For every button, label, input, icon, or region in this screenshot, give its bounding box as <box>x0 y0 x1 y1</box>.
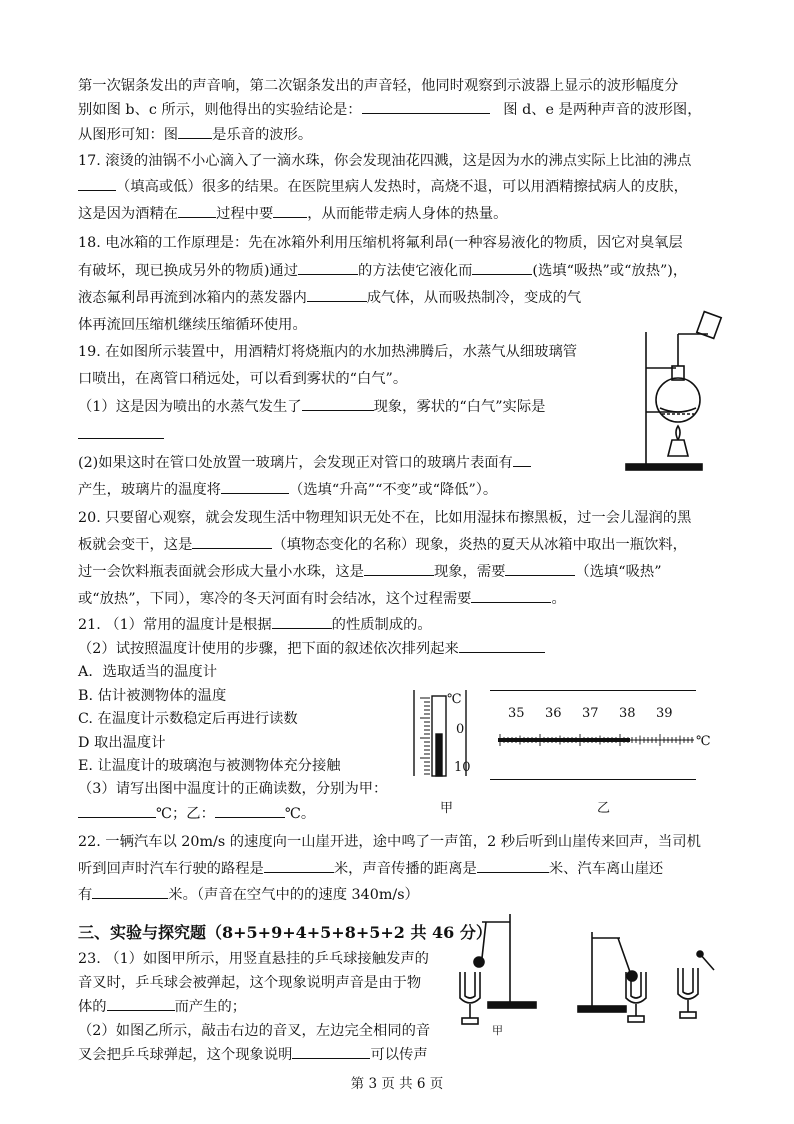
answer-blank[interactable] <box>221 479 289 494</box>
text-line: 从图形可知：图 是乐音的波形。 <box>78 124 312 146</box>
text-line: 第一次锯条发出的声音响，第二次锯条发出的声音轻，他同时观察到示波器上显示的波形幅度分 <box>78 78 679 94</box>
thermo-yi-tick-labels <box>500 706 690 724</box>
question-23: 23. （1）如图甲所示，用竖直悬挂的乒乓球接触发声的 <box>78 951 429 967</box>
text-line: 这是因为酒精在 过程中要 ，从而能带走病人身体的热量。 <box>78 203 507 225</box>
thermo-yi-tick-label: 36 <box>545 706 562 721</box>
option-b: B. 估计被测物体的温度 <box>78 688 227 704</box>
thermo-jia-tick-0: 0 <box>456 722 465 737</box>
answer-blank[interactable] <box>92 884 168 899</box>
thermo-yi-tick-label: 39 <box>656 706 673 721</box>
answer-blank[interactable] <box>302 396 374 411</box>
question-18: 18. 电冰箱的工作原理是：先在冰箱外利用压缩机将氟利昂(一种容易液化的物质，因它对臭氧层 <box>78 235 683 251</box>
answer-blank[interactable] <box>505 561 575 576</box>
text-line: ℃；乙： ℃。 <box>78 803 315 825</box>
text-line: （3）请写出图中温度计的正确读数，分别为甲： <box>78 781 388 797</box>
question-21: 21. （1）常用的温度计是根据 的性质制成的。 <box>78 614 432 636</box>
thermo-jia-label: 甲 <box>440 801 454 816</box>
thermo-yi-tick-label: 35 <box>508 706 525 721</box>
answer-blank[interactable] <box>178 124 212 139</box>
answer-blank[interactable] <box>477 858 549 873</box>
option-d: D 取出温度计 <box>78 735 166 751</box>
text-line: （2）试按照温度计使用的步骤，把下面的叙述依次排列起来 <box>78 638 545 660</box>
text-line: 有破坏，现已换成另外的物质)通过 的方法使它液化而 (选填“吸热”或“放热”)， <box>78 260 687 282</box>
answer-blank[interactable] <box>272 614 332 629</box>
option-c: C. 在温度计示数稳定后再进行读数 <box>78 711 298 727</box>
page-footer: 第 3 页 共 6 页 <box>350 1076 444 1092</box>
answer-blank[interactable] <box>292 1044 370 1059</box>
text-line: （1）这是因为喷出的水蒸气发生了 现象，雾状的“白气”实际是 <box>78 396 545 418</box>
text-line: 板就会变干，这是 （填物态变化的名称）现象，炎热的夏天从冰箱中取出一瓶饮料， <box>78 534 687 556</box>
text-line: 听到回声时汽车行驶的路程是 米，声音传播的距离是 米、汽车离山崖还 <box>78 858 663 880</box>
answer-blank[interactable] <box>273 203 307 218</box>
text-line: 有 米。（声音在空气中的的速度 340m/s） <box>78 884 419 906</box>
tuning-fork-figure-jia <box>452 908 552 1034</box>
answer-blank[interactable] <box>215 803 285 818</box>
answer-blank[interactable] <box>178 203 216 218</box>
thermo-jia-tick-10: 10 <box>454 760 471 775</box>
answer-blank[interactable] <box>513 452 531 467</box>
option-a: A．选取适当的温度计 <box>78 664 217 680</box>
thermo-jia-unit: ℃ <box>447 692 462 707</box>
question-17: 17. 滚烫的油锅不小心滴入了一滴水珠，你会发现油花四溅，这是因为水的沸点实际上比油的沸点 <box>78 153 692 169</box>
text-line: （填高或低）很多的结果。在医院里病人发热时，高烧不退，可以用酒精擦拭病人的皮肤， <box>78 176 688 198</box>
answer-blank[interactable] <box>362 99 490 114</box>
answer-blank[interactable] <box>471 588 551 603</box>
text-line: 过一会饮料瓶表面就会形成大量小水珠，这是 现象，需要 （选填“吸热” <box>78 561 662 583</box>
text-line: 体再流回压缩机继续压缩循环使用。 <box>78 317 307 333</box>
text-line: 口喷出，在离管口稍远处，可以看到雾状的“白气”。 <box>78 371 408 387</box>
question-22: 22. 一辆汽车以 20m/s 的速度向一山崖开进，途中鸣了一声笛，2 秒后听到山崖传来回声，当司机 <box>78 834 701 850</box>
text-line: 音叉时，乒乓球会被弹起，这个现象说明声音是由于物 <box>78 975 422 991</box>
thermo-yi-tick-label: 37 <box>582 706 599 721</box>
answer-blank[interactable] <box>78 424 164 439</box>
text-line <box>78 424 164 446</box>
thermo-yi-tick-label: 38 <box>619 706 636 721</box>
answer-blank[interactable] <box>192 534 272 549</box>
text-line: 或“放热”，下同），寒冷的冬天河面有时会结冰，这个过程需要 。 <box>78 588 566 610</box>
answer-blank[interactable] <box>78 803 156 818</box>
answer-blank[interactable] <box>459 638 545 653</box>
answer-blank[interactable] <box>78 176 116 191</box>
option-e: E. 让温度计的玻璃泡与被测物体充分接触 <box>78 758 341 774</box>
question-19: 19. 在如图所示装置中，用酒精灯将烧瓶内的水加热沸腾后，水蒸气从细玻璃管 <box>78 344 578 360</box>
text-line: 产生，玻璃片的温度将 （选填“升高”“不变”或“降低”）。 <box>78 479 497 501</box>
text-line: 叉会把乒乓球弹起，这个现象说明 可以传声 <box>78 1044 428 1066</box>
boiling-flask-figure <box>612 308 724 474</box>
text-line: 别如图 b、c 所示，则他得出的实验结论是： 图 d、e 是两种声音的波形图， <box>78 99 702 121</box>
section-heading: 三、实验与探究题（8+5+9+4+5+8+5+2 共 46 分） <box>78 923 492 942</box>
thermo-yi-scale <box>498 728 694 752</box>
fork-jia-label: 甲 <box>492 1024 503 1037</box>
thermo-yi-unit: ℃ <box>696 734 711 749</box>
answer-blank[interactable] <box>472 260 532 275</box>
answer-blank[interactable] <box>264 858 334 873</box>
text-line: 体的 而产生的； <box>78 996 246 1018</box>
answer-blank[interactable] <box>107 996 175 1011</box>
answer-blank[interactable] <box>364 561 434 576</box>
answer-blank[interactable] <box>298 260 358 275</box>
text-line: 液态氟利昂再流到冰箱内的蒸发器内 成气体，从而吸热制冷，变成的气 <box>78 287 581 309</box>
text-line: （2）如图乙所示，敲击右边的音叉，左边完全相同的音 <box>78 1023 431 1039</box>
thermo-yi-label: 乙 <box>597 801 611 816</box>
text-line: (2)如果这时在管口处放置一玻璃片，会发现正对管口的玻璃片表面有 <box>78 452 531 474</box>
tuning-fork-figure-yi <box>574 924 724 1028</box>
answer-blank[interactable] <box>307 287 367 302</box>
question-20: 20. 只要留心观察，就会发现生活中物理知识无处不在，比如用湿抹布擦黑板，过一会儿湿润的黑 <box>78 510 692 526</box>
